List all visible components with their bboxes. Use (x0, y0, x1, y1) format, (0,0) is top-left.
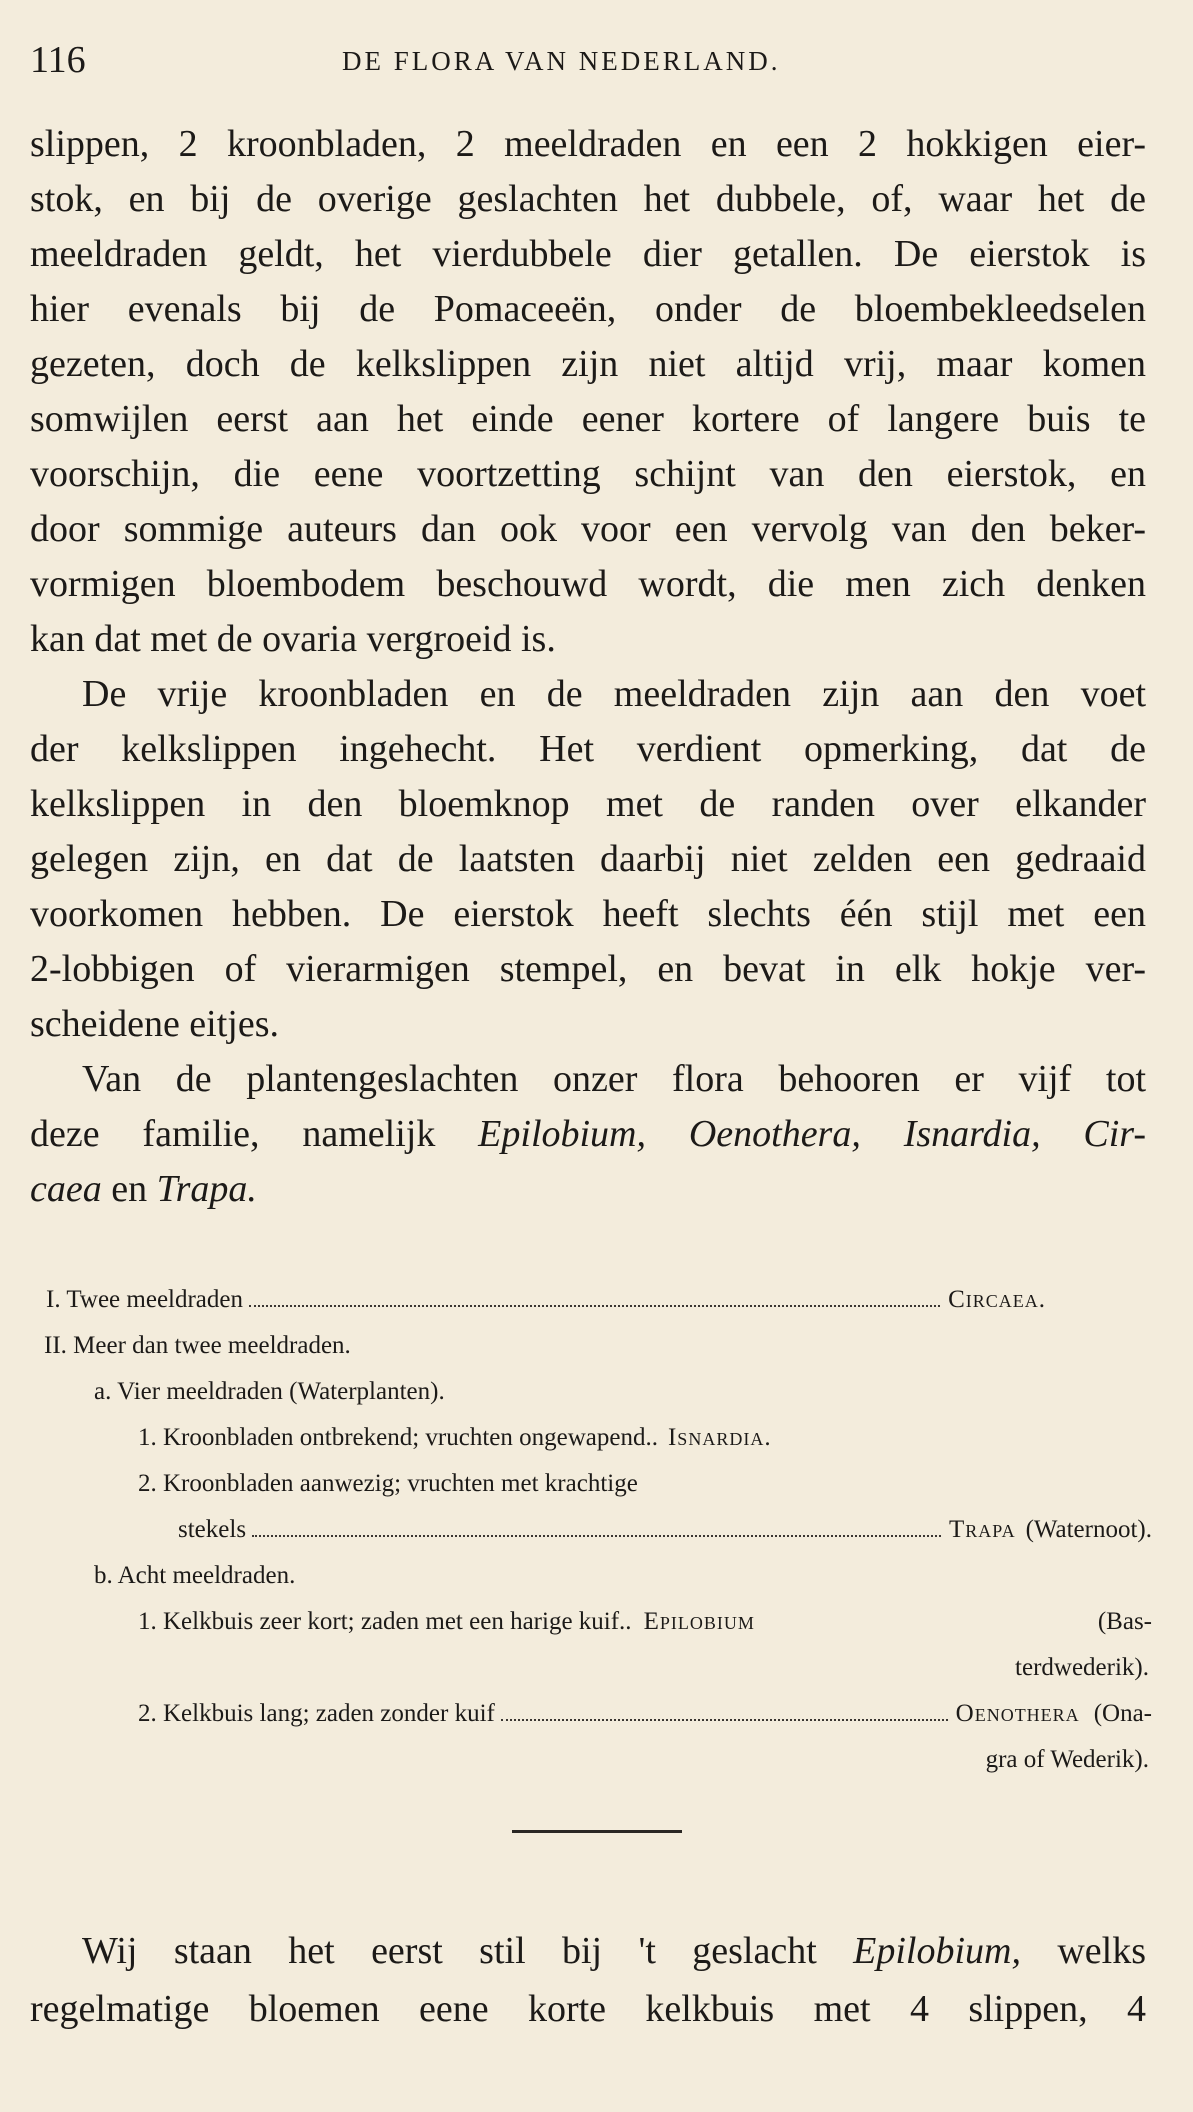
common-name: gra of Wederik). (985, 1746, 1149, 1773)
text-line: voorkomen hebben. De eierstok heeft slechts één stijl met een (30, 893, 1146, 935)
running-title: DE FLORA VAN NEDERLAND. (342, 46, 781, 76)
key-taxon: Epilobium (643, 1608, 755, 1635)
genus-name: caea (30, 1168, 102, 1210)
dot-leader (252, 1535, 941, 1537)
key-label: stekels (178, 1516, 247, 1543)
key-entry: II. Meer dan twee meeldraden. (44, 1332, 351, 1359)
text-line: kan dat met de ovaria vergroeid is. (30, 618, 556, 660)
final-paragraph (30, 1922, 1146, 2038)
genus-name: Epilobium, (478, 1113, 646, 1155)
key-entry: 2. Kroonbladen aanwezig; vruchten met krachtige (138, 1470, 638, 1497)
text-line: kelkslippen in den bloemknop met de randen over elkander (30, 783, 1146, 825)
text-line (30, 1922, 1146, 1980)
key-taxon: Oenothera (955, 1700, 1080, 1727)
common-name: (Waternoot). (1025, 1516, 1152, 1543)
text-fragment: en (111, 1168, 148, 1210)
text-line: hier evenals bij de Pomaceeën, onder de bloembekleedselen (30, 288, 1146, 330)
text-line: door sommige auteurs dan ook voor een vervolg van den beker- (30, 508, 1146, 550)
section-divider (512, 1830, 682, 1833)
body-text (30, 117, 1146, 1217)
key-entry (138, 1607, 1152, 1637)
key-entry (138, 1423, 1018, 1453)
text-fragment: deze familie, namelijk (30, 1113, 436, 1155)
key-label: 1. Kelkbuis zeer kort; zaden met een harige kuif.. (138, 1608, 632, 1635)
text-fragment: Wij staan het eerst stil bij 't geslacht (82, 1930, 817, 1972)
key-entry (138, 1699, 1152, 1729)
common-name: (Bas- (1097, 1608, 1152, 1635)
common-name: (Ona- (1093, 1700, 1152, 1727)
text-line: voorschijn, die eene voortzetting schijnt van den eierstok, en (30, 453, 1146, 495)
key-entry: a. Vier meeldraden (Waterplanten). (94, 1378, 445, 1405)
genus-name: Oenothera, (688, 1113, 861, 1155)
genus-name: Epilobium, (853, 1930, 1021, 1972)
text-line: der kelkslippen ingehecht. Het verdient opmerking, dat de (30, 728, 1146, 770)
text-line: slippen, 2 kroonbladen, 2 meeldraden en een 2 hokkigen eier- (30, 123, 1146, 165)
key-entry (46, 1285, 1046, 1315)
text-line: Van de plantengeslachten onzer flora behooren er vijf tot (82, 1058, 1146, 1100)
paragraph-1 (30, 117, 1146, 667)
genus-name: Trapa. (156, 1168, 257, 1210)
key-taxon: Isnardia. (667, 1424, 772, 1451)
key-label: 2. Kelkbuis lang; zaden zonder kuif (138, 1700, 495, 1727)
key-label: I. Twee meeldraden (46, 1286, 243, 1313)
genus-name: Isnardia, (903, 1113, 1041, 1155)
paragraph-3 (30, 1052, 1146, 1217)
key-taxon: Trapa (948, 1516, 1016, 1543)
text-line (30, 1107, 1146, 1162)
key-taxon: Circaea. (948, 1286, 1046, 1313)
text-line: gelegen zijn, en dat de laatsten daarbij niet zelden een gedraaid (30, 838, 1146, 880)
paragraph-2 (30, 667, 1146, 1052)
text-line: somwijlen eerst aan het einde eener kortere of langere buis te (30, 398, 1146, 440)
text-line (30, 1162, 1146, 1217)
text-line: stok, en bij de overige geslachten het dubbele, of, waar het de (30, 178, 1146, 220)
running-head (30, 38, 1170, 82)
page-number: 116 (30, 39, 86, 81)
text-line: 2-lobbigen of vierarmigen stempel, en bevat in elk hokje ver- (30, 948, 1146, 990)
dot-leader (501, 1719, 948, 1721)
text-fragment: welks (1057, 1930, 1146, 1972)
text-line: gezeten, doch de kelkslippen zijn niet altijd vrij, maar komen (30, 343, 1146, 385)
text-line: scheidene eitjes. (30, 1003, 280, 1045)
text-line: De vrije kroonbladen en de meeldraden zijn aan den voet (82, 673, 1146, 715)
dot-leader (249, 1305, 940, 1307)
common-name: terdwederik). (1015, 1654, 1149, 1681)
genus-name: Cir- (1083, 1113, 1146, 1155)
key-entry: b. Acht meeldraden. (94, 1562, 296, 1589)
text-line: vormigen bloembodem beschouwd wordt, die men zich denken (30, 563, 1146, 605)
text-line: meeldraden geldt, het vierdubbele dier getallen. De eierstok is (30, 233, 1146, 275)
text-line: regelmatige bloemen eene korte kelkbuis met 4 slippen, 4 (30, 1988, 1146, 2030)
key-label: 1. Kroonbladen ontbrekend; vruchten ongewapend.. (138, 1424, 658, 1451)
key-entry (178, 1515, 1152, 1545)
